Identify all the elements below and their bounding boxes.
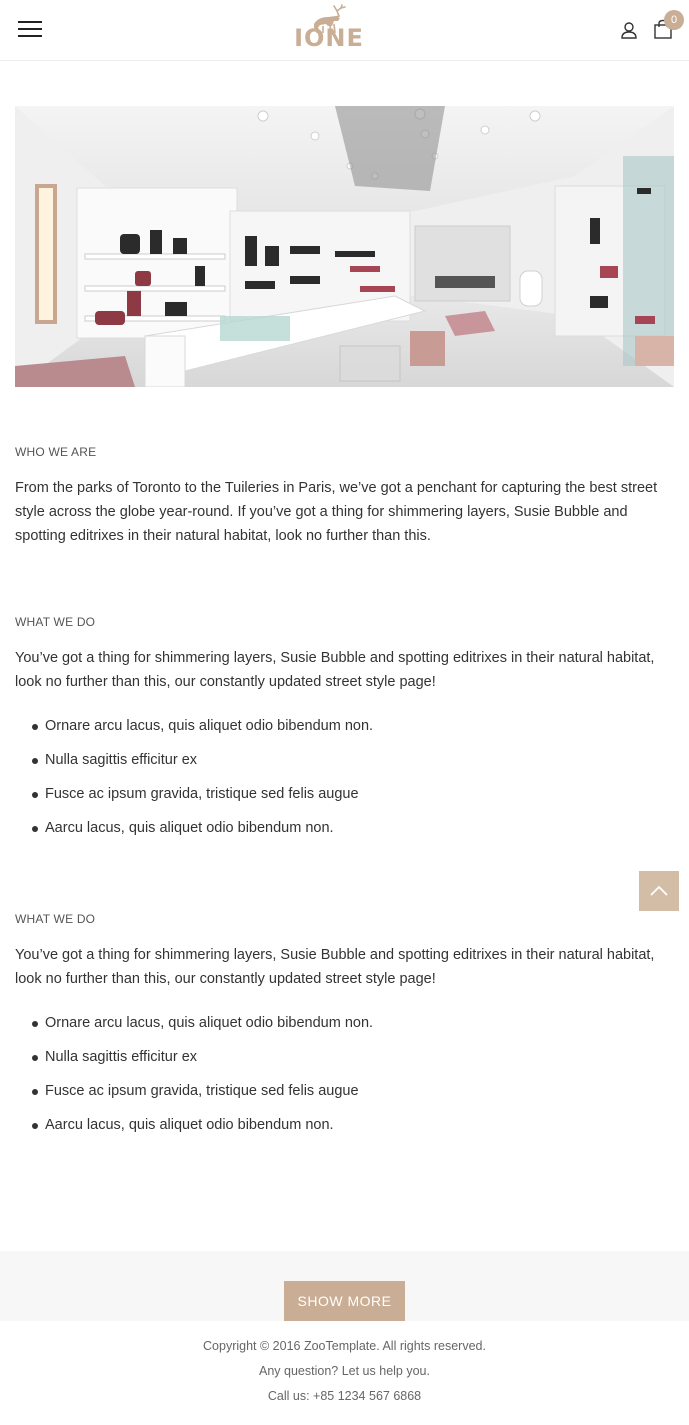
phone-text: Call us: +85 1234 567 6868 bbox=[267, 1389, 422, 1403]
who-we-are-paragraph: From the parks of Toronto to the Tuileries in Paris, we’ve got a penchant for capturing the best street style across the globe year-round. If you’ve got a thing for shimmering layers, Susie Bubble and spotting editrixes in their natural habitat, look no further than this. bbox=[15, 480, 658, 544]
what-we-do-list bbox=[15, 714, 665, 850]
chevron-up-icon bbox=[639, 871, 679, 911]
what-we-do-paragraph-2: You’ve got a thing for shimmering layers, Susie Bubble and spotting editrixes in their natural habitat, look no further than this, our constantly updated street style page! bbox=[15, 947, 655, 987]
hero-store-image bbox=[15, 106, 674, 387]
hamburger-icon[interactable] bbox=[18, 19, 42, 39]
list-item: Aarcu lacus, quis aliquet odio bibendum non. bbox=[15, 1113, 665, 1147]
site-logo[interactable] bbox=[290, 2, 368, 56]
list-item: Nulla sagittis efficitur ex bbox=[15, 1045, 665, 1079]
section-label-what-we-do: WHAT WE DO bbox=[15, 615, 96, 629]
list-item: Fusce ac ipsum gravida, tristique sed felis augue bbox=[15, 782, 665, 816]
copyright-text: Copyright © 2016 ZooTemplate. All rights reserved. bbox=[203, 1339, 486, 1353]
what-we-do-paragraph: You’ve got a thing for shimmering layers, Susie Bubble and spotting editrixes in their natural habitat, look no further than this, our constantly updated street style page! bbox=[15, 650, 655, 690]
section-label-who-we-are: WHO WE ARE bbox=[15, 445, 97, 459]
list-item: Fusce ac ipsum gravida, tristique sed felis augue bbox=[15, 1079, 665, 1113]
list-item: Aarcu lacus, quis aliquet odio bibendum non. bbox=[15, 816, 665, 850]
cart-count-badge: 0 bbox=[664, 10, 684, 30]
back-to-top-button[interactable] bbox=[639, 871, 679, 911]
list-item: Ornare arcu lacus, quis aliquet odio bibendum non. bbox=[15, 714, 665, 748]
section-label-what-we-do-2: WHAT WE DO bbox=[15, 912, 96, 926]
logo-text: IONE bbox=[294, 24, 364, 52]
user-icon[interactable] bbox=[620, 21, 638, 39]
show-more-button[interactable]: SHOW MORE bbox=[284, 1281, 405, 1321]
help-text: Any question? Let us help you. bbox=[259, 1364, 430, 1378]
list-item: Ornare arcu lacus, quis aliquet odio bibendum non. bbox=[15, 1011, 665, 1045]
site-header bbox=[0, 0, 689, 61]
list-item: Nulla sagittis efficitur ex bbox=[15, 748, 665, 782]
what-we-do-list-2 bbox=[15, 1011, 665, 1147]
